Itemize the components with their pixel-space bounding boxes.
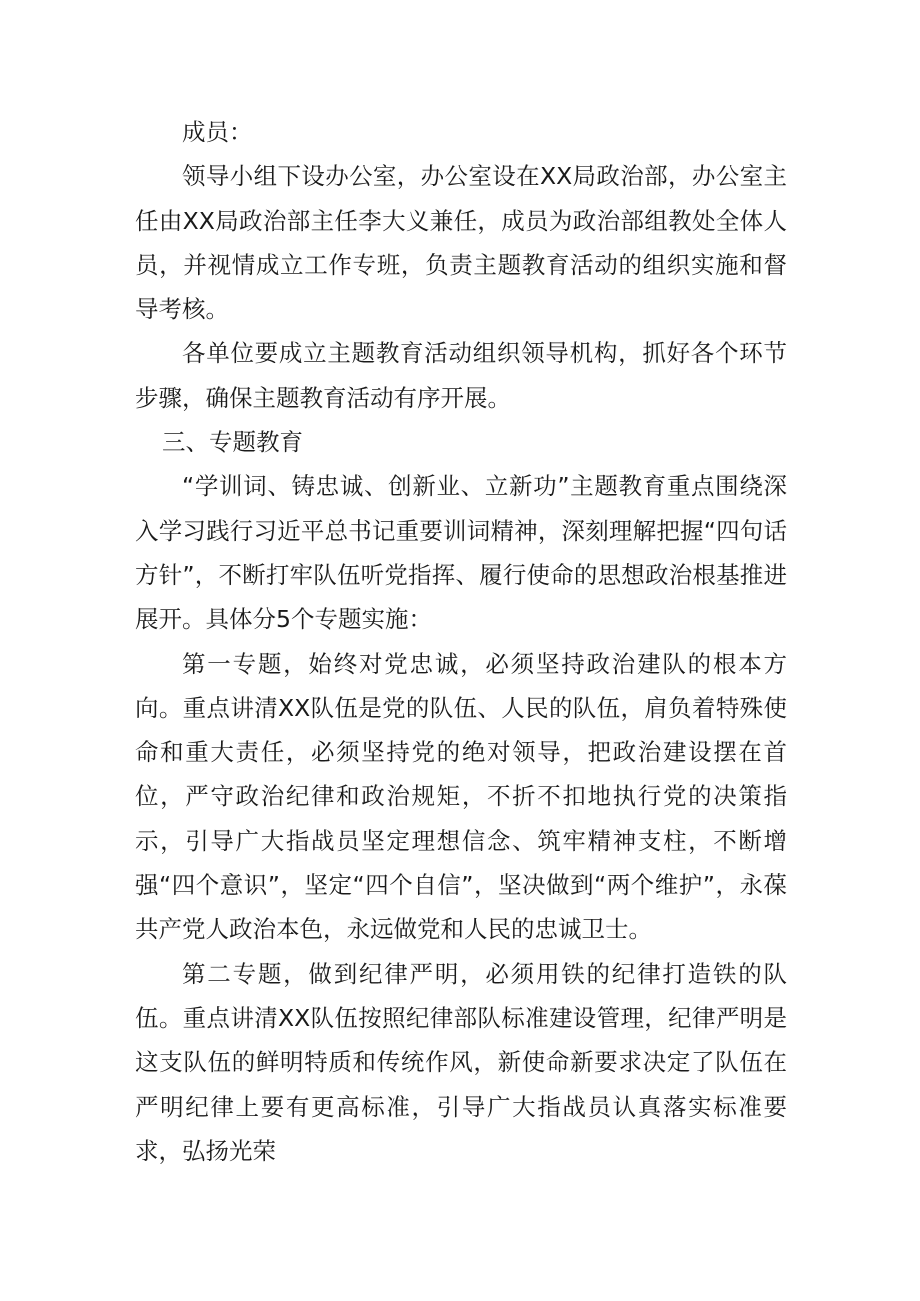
- section-heading-special-education: 三、专题教育: [162, 428, 303, 457]
- paragraph-topic-one: 第一专题，始终对党忠诚，必须坚持政治建队的根本方向。重点讲清XX队伍是党的队伍、人民的队伍，肩负着特殊使命和重大责任，必须坚持党的绝对领导，把政治建设摆在首位，严守政治纪律和政治规矩，不折不扣地执行党的决策指示，引导广大指战员坚定理想信念、筑牢精神支柱，不断增强“四个意识”，坚定“四个自信”，坚决做到“两个维护”，永葆共产党人政治本色，永远做党和人民的忠诚卫士。: [135, 649, 787, 944]
- paragraph-unit-organization: 各单位要成立主题教育活动组织领导机构，抓好各个环节步骤，确保主题教育活动有序开展。: [135, 339, 787, 412]
- paragraph-members-label: 成员：: [182, 118, 253, 146]
- paragraph-office-setup: 领导小组下设办公室，办公室设在XX局政治部，办公室主任由XX局政治部主任李大义兼任，成员为政治部组教处全体人员，并视情成立工作专班，负责主题教育活动的组织实施和督导考核。: [135, 162, 787, 324]
- document-body: [135, 110, 787, 1173]
- paragraph-topic-two: 第二专题，做到纪律严明，必须用铁的纪律打造铁的队伍。重点讲清XX队伍按照纪律部队标准建设管理，纪律严明是这支队伍的鲜明特质和传统作风，新使命新要求决定了队伍在严明纪律上要有更高标准，引导广大指战员认真落实标准要求，弘扬光荣: [135, 959, 787, 1165]
- paragraph-theme-education-intro: “学训词、铸忠诚、创新业、立新功”主题教育重点围绕深入学习践行习近平总书记重要训词精神，深刻理解把握“四句话方针”，不断打牢队伍听党指挥、履行使命的思想政治根基推进展开。具体分5个专题实施：: [135, 472, 787, 634]
